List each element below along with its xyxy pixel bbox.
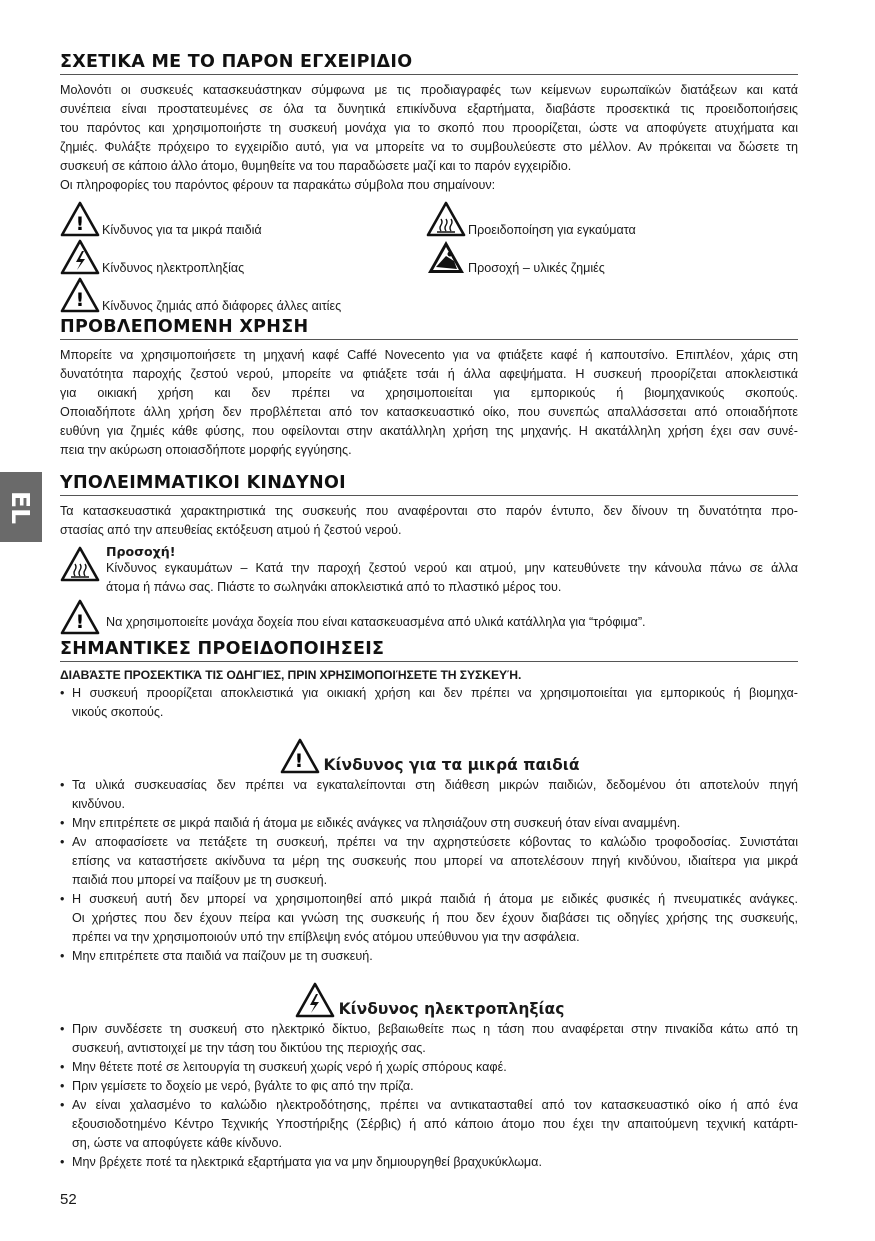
text-line: ευθύνη για ζημιές κάθε φύσης, που οφείλονται στην ακατάλληλη χρήση της μηχανής. Η ακατάλληλη χρήση έχει σαν συνέ- — [60, 424, 798, 438]
legend-label: Προσοχή – υλικές ζημιές — [468, 261, 605, 275]
text-line: παιδιά που μπορεί να παίξουν με τη συσκευή. — [72, 873, 328, 887]
text-line: για οικιακή χρήση και δεν πρέπει να χρησιμοποιείται για εμπορικούς ή βιομηχανικούς σκοπούς. — [60, 386, 798, 400]
list-item — [60, 1058, 798, 1077]
list-item — [60, 1077, 798, 1096]
residual-paragraph — [60, 502, 798, 540]
caution-text — [106, 559, 798, 597]
container-caution — [60, 599, 798, 635]
text-line: συσκευή, αντιστοιχεί με την τάση του δικτύου της περιοχής σας. — [72, 1041, 426, 1055]
list-item — [60, 947, 798, 966]
list-item — [60, 776, 798, 814]
legend-label: Κίνδυνος ηλεκτροπληξίας — [102, 261, 245, 275]
children-heading-label: Κίνδυνος για τα μικρά παιδιά — [323, 756, 580, 774]
list-item — [60, 814, 798, 833]
svg-text:!: ! — [75, 213, 85, 235]
electric-heading-label: Κίνδυνος ηλεκτροπληξίας — [338, 1000, 565, 1018]
text-line: επίσης να καταστήσετε ακίνδυνα τα μέρη της συσκευής που μπορεί να αποτελέσουν πηγή κινδύνου, ιδιαίτερα για μικρά — [72, 854, 798, 868]
intended-paragraph — [60, 346, 798, 460]
text-line: δυνατότητα παροχής ζεστού νερού, μπορείτε να φτιάξετε τσάι ή άλλα αφεψήματα. Η συσκευή προορίζεται αποκλειστικά — [60, 367, 798, 381]
general-danger-icon — [60, 277, 100, 313]
text-line: νικούς σκοπούς. — [72, 705, 164, 719]
text-line: • Μην επιτρέπετε στα παιδιά να παίζουν με τη συσκευή. — [72, 949, 373, 963]
intro-list — [60, 684, 798, 722]
electric-list — [60, 1020, 798, 1172]
text-line: • Τα υλικά συσκευασίας δεν πρέπει να εγκαταλείπονται στη διάθεση μικρών παιδιών, δεδομένου ότι αποτελούν πηγή — [72, 778, 798, 792]
children-heading — [60, 738, 798, 774]
manual-page — [60, 52, 798, 1172]
symbols-legend — [60, 201, 798, 313]
list-item — [60, 684, 798, 722]
text-line: ζημιές. Φυλάξτε πρόχειρο το εγχειρίδιο αυτό, για να μπορείτε να το συμβουλεύεστε στο μέλλον. Αν πρόκειται να δώσετε τη — [60, 140, 798, 154]
text-line: κινδύνου. — [72, 797, 125, 811]
legend-label: Προειδοποίηση για εγκαύματα — [468, 223, 636, 237]
text-line: • Μην θέτετε ποτέ σε λειτουργία τη συσκευή χωρίς νερό ή χωρίς σπόρους καφέ. — [72, 1060, 507, 1074]
child-danger-icon — [60, 201, 100, 237]
symbols-intro: Οι πληροφορίες του παρόντος φέρουν τα παρακάτω σύμβολα που σημαίνουν: — [60, 178, 496, 192]
children-list — [60, 776, 798, 966]
text-line: • Πριν συνδέσετε τη συσκευή στο ηλεκτρικό δίκτυο, βεβαιωθείτε πως η τάση που αναφέρεται στην πινακίδα κάτω από τη — [72, 1022, 798, 1036]
electric-shock-icon — [294, 982, 336, 1018]
section-intended-use — [60, 317, 798, 460]
legend-label: Κίνδυνος για τα μικρά παιδιά — [102, 223, 262, 237]
electric-shock-icon — [60, 239, 100, 275]
svg-text:!: ! — [75, 289, 85, 311]
list-item — [60, 890, 798, 947]
text-line: Μπορείτε να χρησιμοποιήσετε τη μηχανή καφέ Caffé Novecento για να φτιάξετε καφέ ή καπουτσίνο. Επιπλέον, χάρις στη — [60, 348, 798, 362]
svg-text:!: ! — [294, 750, 303, 772]
material-damage-icon — [426, 239, 466, 275]
text-line: πρέπει να την χρησιμοποιούν υπό την επίβλεψη ενός ατόμου υπεύθυνου για την ασφάλεια. — [72, 930, 580, 944]
text-line: στασίας από την απευθείας εκτόξευση ατμού ή ζεστού νερού. — [60, 523, 402, 537]
text-line: • Αν είναι χαλασμένο το καλώδιο ηλεκτροδότησης, πρέπει να αντικατασταθεί από τον κατασκευαστικό οίκο ή από ένα — [72, 1098, 798, 1112]
text-line: • Η συσκευή προορίζεται αποκλειστικά για οικιακή χρήση και δεν πρέπει να χρησιμοποιείται για εμπορικούς ή βιομηχα- — [72, 686, 798, 700]
language-tab — [0, 472, 42, 542]
text-line: Οι χρήστες που δεν έχουν πείρα και γνώση της συσκευής ή που δεν έχουν διαβάσει τις οδηγίες χρήσης της συσκευής, — [72, 911, 798, 925]
text-line: του παρόντος και χρησιμοποιήστε τη συσκευή μονάχα για το σκοπό που προορίζεται, ώστε να αποφύγετε ατυχήματα και — [60, 121, 798, 135]
section-title: ΠΡΟΒΛΕΠΟΜΕΝΗ ΧΡΗΣΗ — [60, 317, 798, 340]
text-line: εξουσιοδοτημένο Κέντρο Τεχνικής Υποστήριξης (Σέρβις) ή από κάποιο άτομο που έχει την απαιτούμενη τεχνική κατάρτι- — [72, 1117, 798, 1131]
text-line: • Μην επιτρέπετε σε μικρά παιδιά ή άτομα με ειδικές ανάγκες να πλησιάζουν στη συσκευή όταν είναι αναμμένη. — [72, 816, 681, 830]
text-line: Κίνδυνος εγκαυμάτων – Κατά την παροχή ζεστού νερού και ατμού, μην κατευθύνετε την κάνουλα πάνω σε άλλα — [106, 561, 798, 575]
section-title: ΣΗΜΑΝΤΙΚΕΣ ΠΡΟΕΙΔΟΠΟΙΗΣΕΙΣ — [60, 639, 798, 662]
language-tab-label: EL — [6, 490, 36, 524]
list-item — [60, 1020, 798, 1058]
text-line: Οποιαδήποτε άλλη χρήση δεν προβλέπεται από τον κατασκευαστικό οίκο, που συνεπώς απαλλάσσεται από οποιαδήποτε — [60, 405, 798, 419]
text-line: • Πριν γεμίσετε το δοχείο με νερό, βγάλτε το φις από την πρίζα. — [72, 1079, 414, 1093]
text-line: πεια την ακύρωση οποιασδήποτε μορφής εγγύησης. — [60, 443, 352, 457]
burn-warning-icon — [426, 201, 466, 237]
text-line: • Αν αποφασίσετε να πετάξετε τη συσκευή, πρέπει να την αχρηστεύσετε κόβοντας το καλώδιο τροφοδοσίας. Συνιστάται — [72, 835, 798, 849]
text-line: Μολονότι οι συσκευές κατασκευάστηκαν σύμφωνα με τις προδιαγραφές των κείμενων ευρωπαϊκών διατάξεων και κατά — [60, 83, 798, 97]
svg-text:!: ! — [75, 611, 85, 633]
section-residual-risks — [60, 473, 798, 635]
page-number: 52 — [60, 1191, 77, 1208]
general-danger-icon — [60, 599, 100, 635]
legend-electric — [60, 239, 244, 275]
caution-label: Προσοχή! — [106, 544, 176, 559]
list-item — [60, 833, 798, 890]
about-paragraph — [60, 81, 798, 176]
container-text: Να χρησιμοποιείτε μονάχα δοχεία που είναι κατασκευασμένα από υλικά κατάλληλα για “τρόφιμα”. — [106, 615, 646, 629]
text-line: • Μην βρέχετε ποτέ τα ηλεκτρικά εξαρτήματα για να μην δημιουργηθεί βραχυκύκλωμα. — [72, 1155, 542, 1169]
electric-heading — [60, 982, 798, 1018]
text-line: άτομα ή πάνω σας. Πιάστε το σωληνάκι αποκλειστικά από το πλαστικό μέρος του. — [106, 580, 562, 594]
section-about — [60, 52, 798, 313]
legend-burns — [426, 201, 636, 237]
burn-caution — [60, 544, 798, 597]
list-item — [60, 1153, 798, 1172]
burn-warning-icon — [60, 546, 100, 582]
section-title: ΥΠΟΛΕΙΜΜΑΤΙΚΟΙ ΚΙΝΔΥΝΟΙ — [60, 473, 798, 496]
legend-material — [426, 239, 605, 275]
text-line: συνέπεια είναι προστατευμένες σε όλα τα δυνητικά επικίνδυνα εξαρτήματα, διαβάστε προσεκτικά τις προειδοποιήσεις — [60, 102, 798, 116]
text-line: συσκευή σε κάποιο άλλο άτομο, θυμηθείτε να του παραδώσετε μαζί και το παρόν εγχειρίδιο. — [60, 159, 572, 173]
section-important-warnings — [60, 639, 798, 1172]
text-line: ση, ώστε να αποφύγετε κάθε κίνδυνο. — [72, 1136, 283, 1150]
legend-children — [60, 201, 262, 237]
read-instructions-notice: ΔΙΑΒΆΣΤΕ ΠΡΟΣΕΚΤΙΚΆ ΤΙΣ ΟΔΗΓΊΕΣ, ΠΡΙΝ ΧΡΗΣΙΜΟΠΟΙΉΣΕΤΕ ΤΗ ΣΥΣΚΕΥΉ. — [60, 668, 522, 682]
section-title: ΣΧΕΤΙΚΑ ΜΕ ΤΟ ΠΑΡΟΝ ΕΓΧΕΙΡΙΔΙΟ — [60, 52, 798, 75]
child-danger-icon — [279, 738, 321, 774]
legend-label: Κίνδυνος ζημιάς από διάφορες άλλες αιτίες — [102, 299, 342, 313]
text-line: • Η συσκευή αυτή δεν μπορεί να χρησιμοποιηθεί από μικρά παιδιά ή άτομα με ειδικές φυσικές ή πνευματικές ανάγκες. — [72, 892, 798, 906]
legend-other — [60, 277, 341, 313]
text-line: Τα κατασκευαστικά χαρακτηριστικά της συσκευής που αναφέρονται στο παρόν έντυπο, δεν δίνουν τη δυνατότητα προ- — [60, 504, 798, 518]
list-item — [60, 1096, 798, 1153]
